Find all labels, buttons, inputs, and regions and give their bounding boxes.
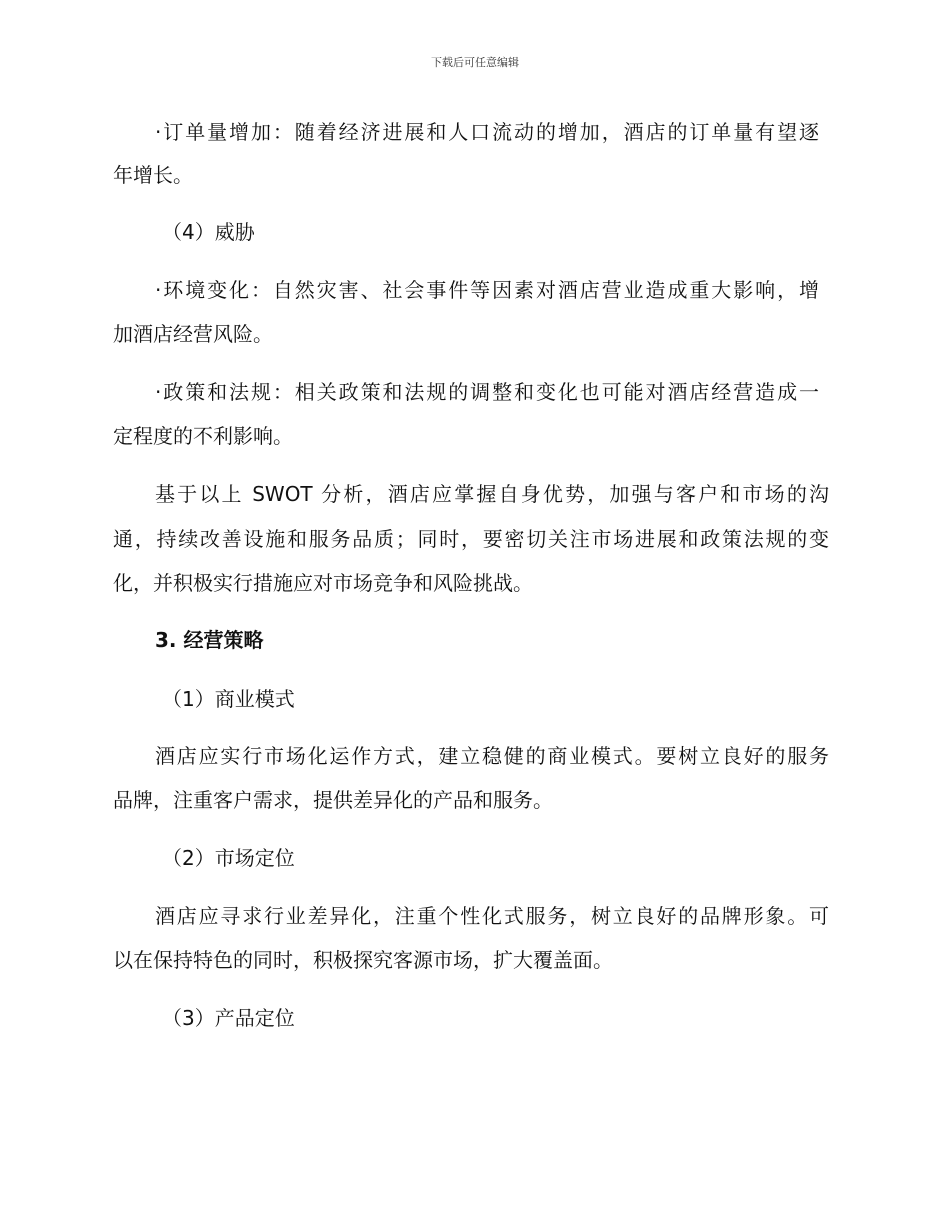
page-header: 下载后可任意编辑 bbox=[431, 56, 519, 69]
heading-threats: （4）威胁 bbox=[162, 220, 255, 244]
business-model-line-1: 酒店应实行市场化运作方式，建立稳健的商业模式。要树立良好的服务 bbox=[155, 744, 829, 768]
bullet-orders-line-2: 年增长。 bbox=[113, 163, 193, 187]
market-positioning-line-1: 酒店应寻求行业差异化，注重个性化式服务，树立良好的品牌形象。可 bbox=[155, 904, 829, 928]
bullet-policy-line-1: ·政策和法规：相关政策和法规的调整和变化也可能对酒店经营造成一 bbox=[155, 380, 819, 404]
bullet-environment-line-1: ·环境变化：自然灾害、社会事件等因素对酒店营业造成重大影响，增 bbox=[155, 278, 819, 302]
section-heading-strategy: 3. 经营策略 bbox=[155, 628, 264, 652]
swot-summary-line-3: 化，并积极实行措施应对市场竞争和风险挑战。 bbox=[113, 571, 533, 595]
swot-summary-line-1: 基于以上 SWOT 分析，酒店应掌握自身优势，加强与客户和市场的沟 bbox=[155, 482, 829, 506]
bullet-orders-line-1: ·订单量增加：随着经济进展和人口流动的增加，酒店的订单量有望逐 bbox=[155, 120, 819, 144]
swot-summary-line-2: 通，持续改善设施和服务品质；同时，要密切关注市场进展和政策法规的变 bbox=[113, 527, 829, 551]
market-positioning-line-2: 以在保持特色的同时，积极探究客源市场，扩大覆盖面。 bbox=[113, 948, 613, 972]
heading-business-model: （1）商业模式 bbox=[162, 687, 295, 711]
heading-market-positioning: （2）市场定位 bbox=[162, 846, 295, 870]
business-model-line-2: 品牌，注重客户需求，提供差异化的产品和服务。 bbox=[113, 788, 553, 812]
heading-product-positioning: （3）产品定位 bbox=[162, 1006, 295, 1030]
bullet-environment-line-2: 加酒店经营风险。 bbox=[113, 322, 273, 346]
bullet-policy-line-2: 定程度的不利影响。 bbox=[113, 424, 293, 448]
